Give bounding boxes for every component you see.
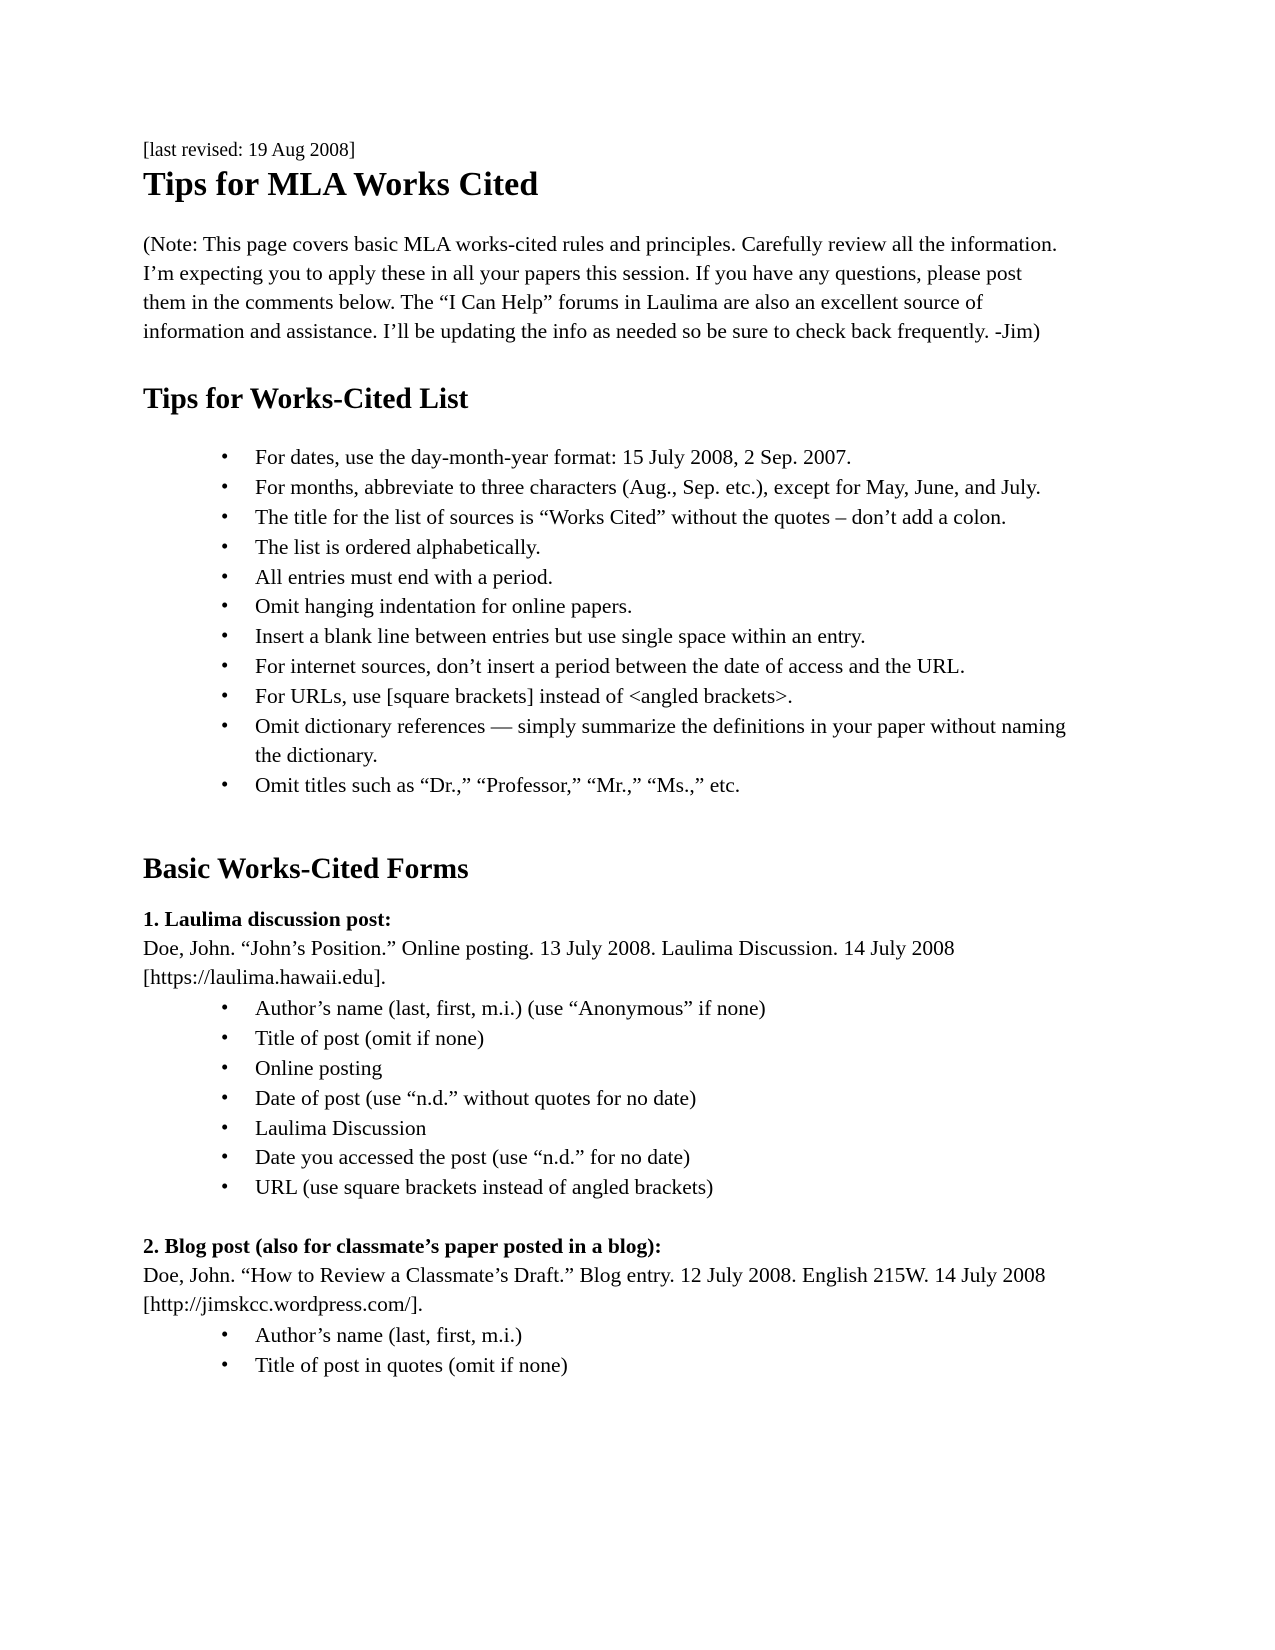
list-item: • For dates, use the day-month-year format: 15 July 2008, 2 Sep. 2007.	[183, 443, 1070, 472]
list-item: • The list is ordered alphabetically.	[183, 533, 1070, 562]
form-entry-2-label: 2. Blog post (also for classmate’s paper posted in a blog):	[143, 1234, 662, 1259]
list-item: • Title of post (omit if none)	[183, 1024, 1070, 1053]
list-item: • For URLs, use [square brackets] instead of <angled brackets>.	[183, 682, 1070, 711]
form-entry-1-citation: Doe, John. “John’s Position.” Online posting. 13 July 2008. Laulima Discussion. 14 July 2008 [https://laulima.hawaii.edu].	[143, 936, 955, 989]
form-entry-2-citation: Doe, John. “How to Review a Classmate’s Draft.” Blog entry. 12 July 2008. English 215W. 14 July 2008 [http://jimskcc.wordpress.com/].	[143, 1263, 1046, 1317]
page-title: Tips for MLA Works Cited	[143, 165, 539, 203]
list-item: • Online posting	[183, 1054, 1070, 1083]
form-entry-2	[143, 1232, 1070, 1380]
list-item: • Insert a blank line between entries but use single space within an entry.	[183, 622, 1070, 651]
form-entry-1	[143, 905, 1070, 1202]
list-item: • Date you accessed the post (use “n.d.” for no date)	[183, 1143, 1070, 1172]
list-item: • Author’s name (last, first, m.i.)	[183, 1321, 1070, 1350]
list-item: • Author’s name (last, first, m.i.) (use “Anonymous” if none)	[183, 994, 1070, 1023]
tips-bullet-list	[143, 443, 1070, 800]
form-entry-1-bullet-list	[143, 994, 1070, 1202]
form-entry-1-label: 1. Laulima discussion post:	[143, 907, 392, 932]
list-item: • Omit hanging indentation for online papers.	[183, 592, 1070, 621]
tips-section-heading: Tips for Works-Cited List	[143, 382, 469, 415]
intro-paragraph: (Note: This page covers basic MLA works-cited rules and principles. Carefully review all the information. I’m expecting you to apply these in all your papers this session. If you have any questions, please post them in the comments below. The “I Can Help” forums in Laulima are also an excellent source of information and assistance. I’ll be updating the info as needed so be sure to check back frequently. -Jim)	[143, 231, 1058, 343]
list-item: • Omit titles such as “Dr.,” “Professor,” “Mr.,” “Ms.,” etc.	[183, 771, 1070, 800]
list-item: • Laulima Discussion	[183, 1114, 1070, 1143]
last-revised-note: [last revised: 19 Aug 2008]	[143, 140, 356, 161]
list-item: • URL (use square brackets instead of angled brackets)	[183, 1173, 1070, 1202]
list-item: • Omit dictionary references — simply summarize the definitions in your paper without naming the dictionary.	[183, 712, 1070, 770]
list-item: • For internet sources, don’t insert a period between the date of access and the URL.	[183, 652, 1070, 681]
list-item: • All entries must end with a period.	[183, 563, 1070, 592]
list-item: • Date of post (use “n.d.” without quotes for no date)	[183, 1084, 1070, 1113]
list-item: • For months, abbreviate to three characters (Aug., Sep. etc.), except for May, June, and July.	[183, 473, 1070, 502]
form-entry-2-bullet-list	[143, 1321, 1070, 1380]
forms-section-heading: Basic Works-Cited Forms	[143, 852, 469, 885]
list-item: • The title for the list of sources is “Works Cited” without the quotes – don’t add a colon.	[183, 503, 1070, 532]
list-item: • Title of post in quotes (omit if none)	[183, 1351, 1070, 1380]
